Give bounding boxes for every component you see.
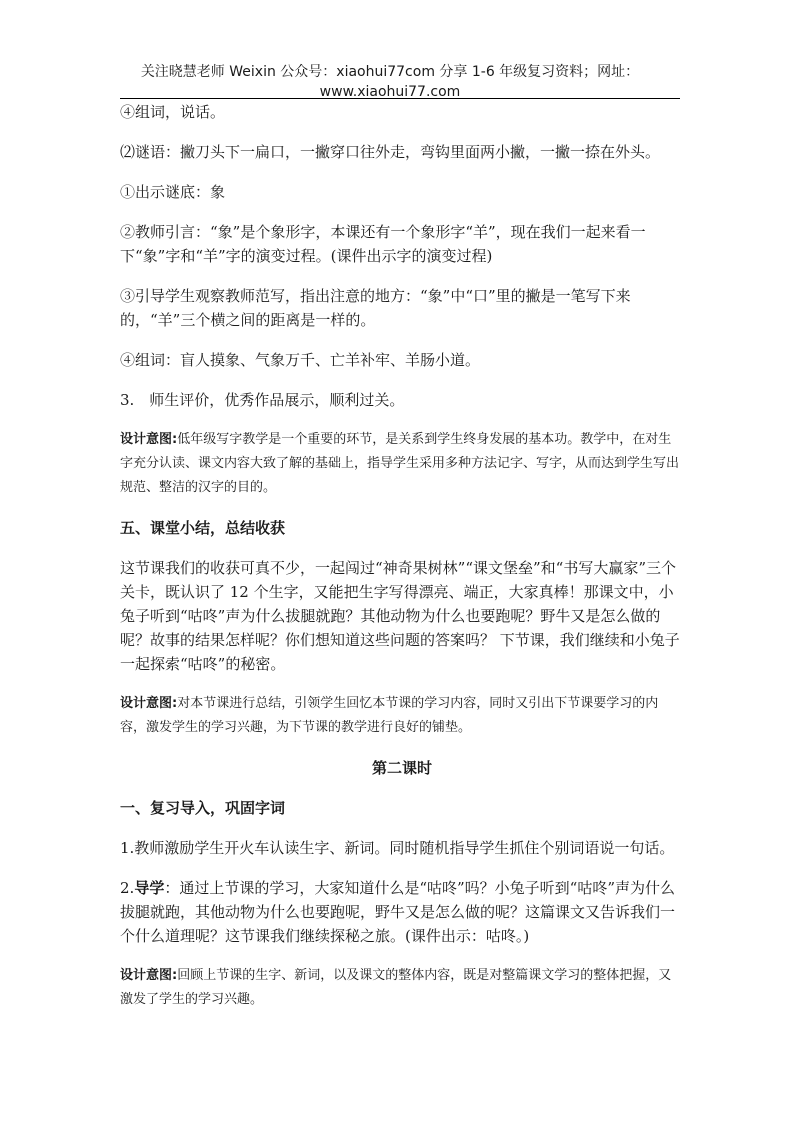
design-intent-label: 设计意图: xyxy=(120,432,178,447)
design-intent-3 xyxy=(120,964,684,1012)
section-heading-review: 一、复习导入，巩固字词 xyxy=(120,799,286,817)
paragraph-riddle-answer: ①出示谜底：象 xyxy=(120,183,226,201)
paragraph-word-group: ④组词：盲人摸象、气象万千、亡羊补牢、羊肠小道。 xyxy=(120,351,481,369)
design-intent-text: 对本节课进行总结，引领学生回忆本节课的学习内容，同时又引出下节课要学习的内容，激发学生的学习兴趣，为下节课的教学进行良好的铺垫。 xyxy=(120,696,659,735)
design-intent-1 xyxy=(120,428,684,500)
header-divider xyxy=(120,98,680,99)
paragraph-riddle: ⑵谜语：撇刀头下一扁口，一撇穿口往外走，弯钩里面两小撇，一撇一捺在外头。 xyxy=(120,143,661,161)
lesson-title: 第二课时 xyxy=(371,759,432,777)
design-intent-text: 回顾上节课的生字、新词，以及课文的整体内容，既是对整篇课文学习的整体把握，又激发了学生的学习兴趣。 xyxy=(120,968,672,1007)
paragraph-word-sentence: ④组词，说话。 xyxy=(120,103,226,121)
paragraph-guide-observe: ③引导学生观察教师范写，指出注意的地方：“象”中“口”里的撇是一笔写下来的，“羊”三个横之间的距离是一样的。 xyxy=(120,287,631,329)
guide-number: 2. xyxy=(120,879,135,897)
design-intent-label: 设计意图: xyxy=(120,696,178,711)
paragraph-teacher-intro: ②教师引言：“象”是个象形字，本课还有一个象形字“羊”，现在我们一起来看一下“象”字和“羊”字的演变过程。(课件出示字的演变过程) xyxy=(120,223,646,265)
paragraph-evaluation: 3. 师生评价，优秀作品展示，顺利过关。 xyxy=(120,391,405,409)
document-body xyxy=(120,100,684,1028)
section-heading-summary: 五、课堂小结，总结收获 xyxy=(120,519,286,537)
page-header xyxy=(100,62,680,102)
design-intent-text: 低年级写字教学是一个重要的环节，是关系到学生终身发展的基本功。教学中，在对生字充分认读、课文内容大致了解的基础上，指导学生采用多种方法记字、写字，从而达到学生写出规范、整洁的汉字的目的。 xyxy=(120,432,680,495)
guide-text: ：通过上节课的学习，大家知道什么是“咕咚”吗？小兔子听到“咕咚”声为什么拔腿就跑，其他动物为什么也要跑呢，野牛又是怎么做的呢？这篇课文又告诉我们一个什么道理呢？这节课我们继续探秘之旅。(课件出示：咕咚。) xyxy=(120,879,676,945)
guide-label: 导学 xyxy=(134,879,165,897)
paragraph-guide xyxy=(120,876,684,948)
header-line-1: 关注晓慧老师 Weixin 公众号：xiaohui77com 分享 1-6 年级复习资料；网址： xyxy=(140,64,640,80)
header-line-2: www.xiaohui77.com xyxy=(319,84,461,100)
design-intent-label: 设计意图: xyxy=(120,968,178,983)
paragraph-summary: 这节课我们的收获可真不少，一起闯过“神奇果树林”“课文堡垒”和“书写大赢家”三个关卡，既认识了 12 个生字，又能把生字写得漂亮、端正，大家真棒！那课文中，小兔子听到“咕咚”声为什么拔腿就跑？其他动物为什么也要跑呢？野牛又是怎么做的呢？故事的结果怎样呢？你们想知道这些问题的答案吗？ 下节课，我们继续和小兔子一起探索“咕咚”的秘密。 xyxy=(120,559,680,673)
design-intent-2 xyxy=(120,692,684,740)
paragraph-review-words: 1.教师激励学生开火车认读生字、新词。同时随机指导学生抓住个别词语说一句话。 xyxy=(120,839,675,857)
